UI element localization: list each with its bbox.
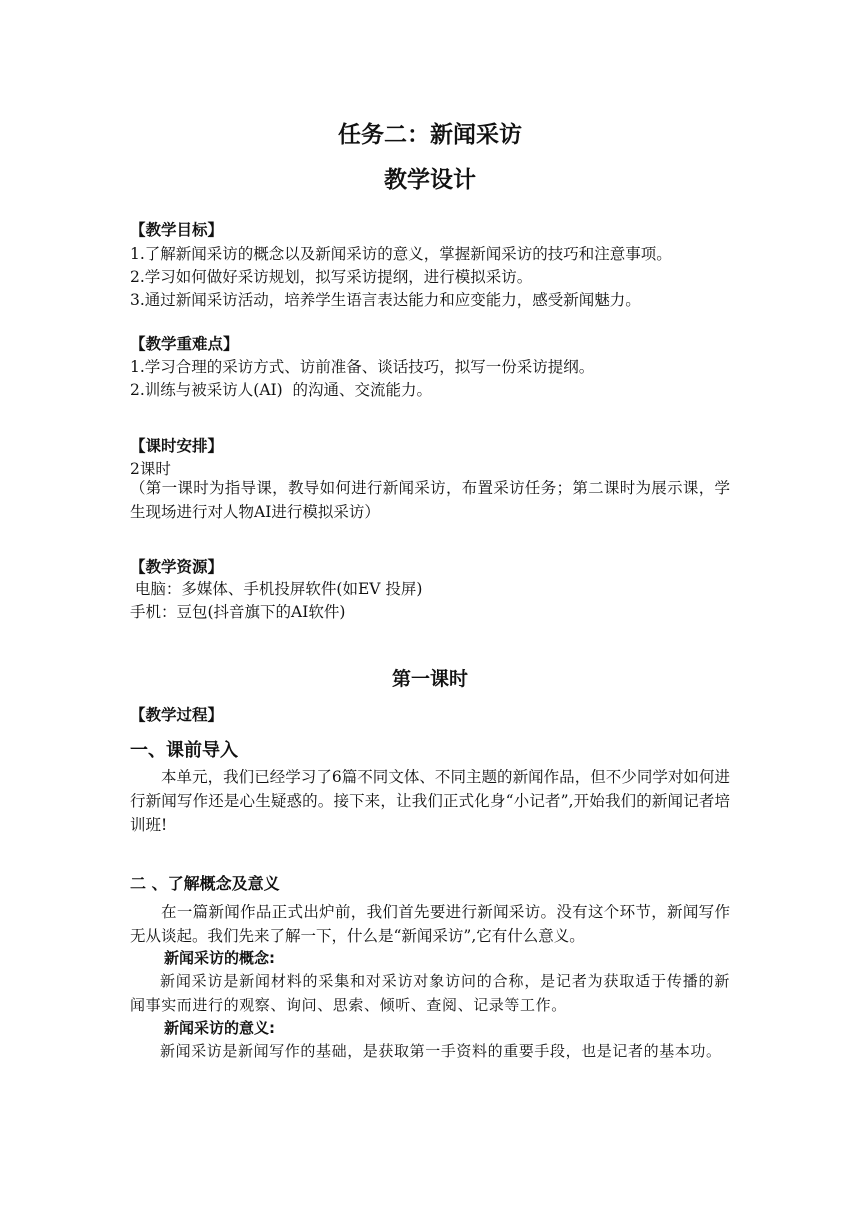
objectives-heading: 【教学目标】 [130, 221, 224, 239]
key-points-heading: 【教学重难点】 [130, 335, 239, 353]
schedule-note: （第一课时为指导课，教导如何进行新闻采访，布置采访任务；第二课时为展示课，学生现场进行对人物AI进行模拟采访） [130, 479, 730, 521]
objective-item: 2.学习如何做好采访规划，拟写采访提纲，进行模拟采访。 [130, 268, 533, 286]
concept-text: 新闻采访是新闻材料的采集和对采访对象访问的合称，是记者为获取适于传播的新闻事实而进行的观察、询问、思索、倾听、查阅、记录等工作。 [130, 972, 730, 1014]
meaning-text: 新闻采访是新闻写作的基础，是获取第一手资料的重要手段，也是记者的基本功。 [160, 1042, 722, 1060]
section1-heading: 一、课前导入 [130, 740, 238, 761]
resource-phone: 手机：豆包(抖音旗下的AI软件) [130, 603, 346, 621]
key-point-item: 2.训练与被采访人(AI) 的沟通、交流能力。 [130, 381, 433, 399]
lesson-title: 第一课时 [391, 668, 468, 690]
resource-computer: 电脑：多媒体、手机投屏软件(如EV 投屏) [130, 580, 423, 598]
objective-item: 3.通过新闻采访活动，培养学生语言表达能力和应变能力，感受新闻魅力。 [130, 291, 641, 309]
document-subtitle: 教学设计 [384, 167, 476, 193]
objective-item: 1.了解新闻采访的概念以及新闻采访的意义，掌握新闻采访的技巧和注意事项。 [130, 245, 672, 263]
process-heading: 【教学过程】 [130, 706, 224, 724]
concept-label: 新闻采访的概念: [164, 949, 275, 967]
schedule-heading: 【课时安排】 [130, 437, 224, 455]
section1-text: 本单元，我们已经学习了6篇不同文体、不同主题的新闻作品，但不少同学对如何进行新闻写作还是心生疑惑的。接下来，让我们正式化身“小记者”,开始我们的新闻记者培训班! [130, 768, 730, 834]
section2-heading: 二 、了解概念及意义 [130, 874, 280, 893]
section2-intro: 在一篇新闻作品正式出炉前，我们首先要进行新闻采访。没有这个环节，新闻写作无从谈起。我们先来了解一下，什么是“新闻采访”,它有什么意义。 [130, 903, 730, 945]
meaning-label: 新闻采访的意义: [164, 1019, 275, 1037]
schedule-hours: 2课时 [130, 460, 171, 478]
document-title: 任务二：新闻采访 [338, 122, 522, 148]
resources-heading: 【教学资源】 [130, 558, 224, 576]
key-point-item: 1.学习合理的采访方式、访前准备、谈话技巧，拟写一份采访提纲。 [130, 358, 595, 376]
